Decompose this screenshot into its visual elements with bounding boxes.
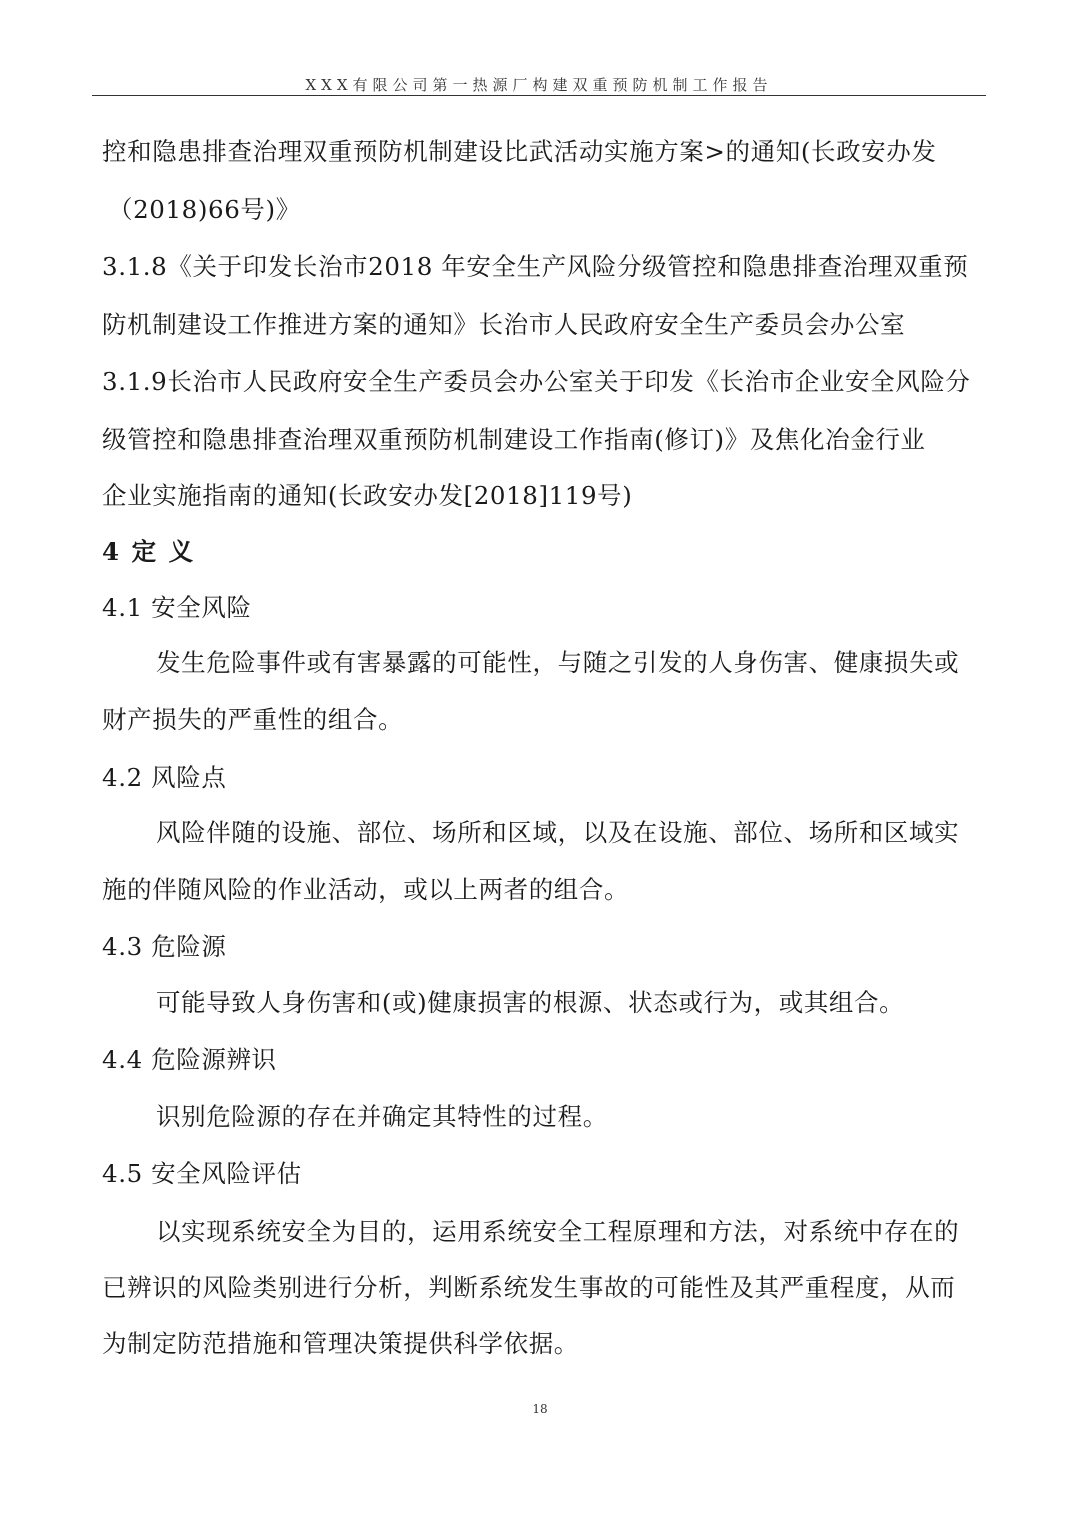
text-line: 级管控和隐患排查治理双重预防机制建设工作指南(修订)》及焦化冶金行业 xyxy=(102,425,926,454)
paragraph-line: 施的伴随风险的作业活动，或以上两者的组合。 xyxy=(102,875,630,904)
paragraph-line: 可能导致人身伤害和(或)健康损害的根源、状态或行为，或其组合。 xyxy=(156,988,905,1017)
paragraph-line: 以实现系统安全为目的，运用系统安全工程原理和方法，对系统中存在的 xyxy=(156,1217,960,1246)
subsection-heading: 4.4 危险源辨识 xyxy=(102,1045,277,1074)
section-heading-definitions: 4 定 义 xyxy=(102,537,196,566)
paragraph-line: 已辨识的风险类别进行分析，判断系统发生事故的可能性及其严重程度，从而 xyxy=(102,1273,956,1302)
header-divider xyxy=(92,95,986,96)
subsection-heading: 4.1 安全风险 xyxy=(102,593,252,622)
subsection-heading: 4.2 风险点 xyxy=(102,763,227,792)
text-line: 3.1.9长治市人民政府安全生产委员会办公室关于印发《长治市企业安全风险分 xyxy=(102,367,971,396)
page-number: 18 xyxy=(532,1402,548,1416)
subsection-heading: 4.5 安全风险评估 xyxy=(102,1159,302,1188)
document-header-title: XXX有限公司第一热源厂构建双重预防机制工作报告 xyxy=(305,76,773,94)
paragraph-line: 风险伴随的设施、部位、场所和区域，以及在设施、部位、场所和区域实 xyxy=(156,818,960,847)
text-line: （2018)66号)》 xyxy=(108,195,301,224)
text-line: 防机制建设工作推进方案的通知》长治市人民政府安全生产委员会办公室 xyxy=(102,310,906,339)
paragraph-line: 识别危险源的存在并确定其特性的过程。 xyxy=(156,1102,608,1131)
text-line: 控和隐患排查治理双重预防机制建设比武活动实施方案>的通知(长政安办发 xyxy=(102,137,937,166)
text-line: 企业实施指南的通知(长政安办发[2018]119号) xyxy=(102,481,633,510)
paragraph-line: 财产损失的严重性的组合。 xyxy=(102,705,404,734)
text-line: 3.1.8《关于印发长治市2018 年安全生产风险分级管控和隐患排查治理双重预 xyxy=(102,252,969,281)
paragraph-line: 发生危险事件或有害暴露的可能性，与随之引发的人身伤害、健康损失或 xyxy=(156,648,960,677)
subsection-heading: 4.3 危险源 xyxy=(102,932,227,961)
paragraph-line: 为制定防范措施和管理决策提供科学依据。 xyxy=(102,1329,579,1358)
